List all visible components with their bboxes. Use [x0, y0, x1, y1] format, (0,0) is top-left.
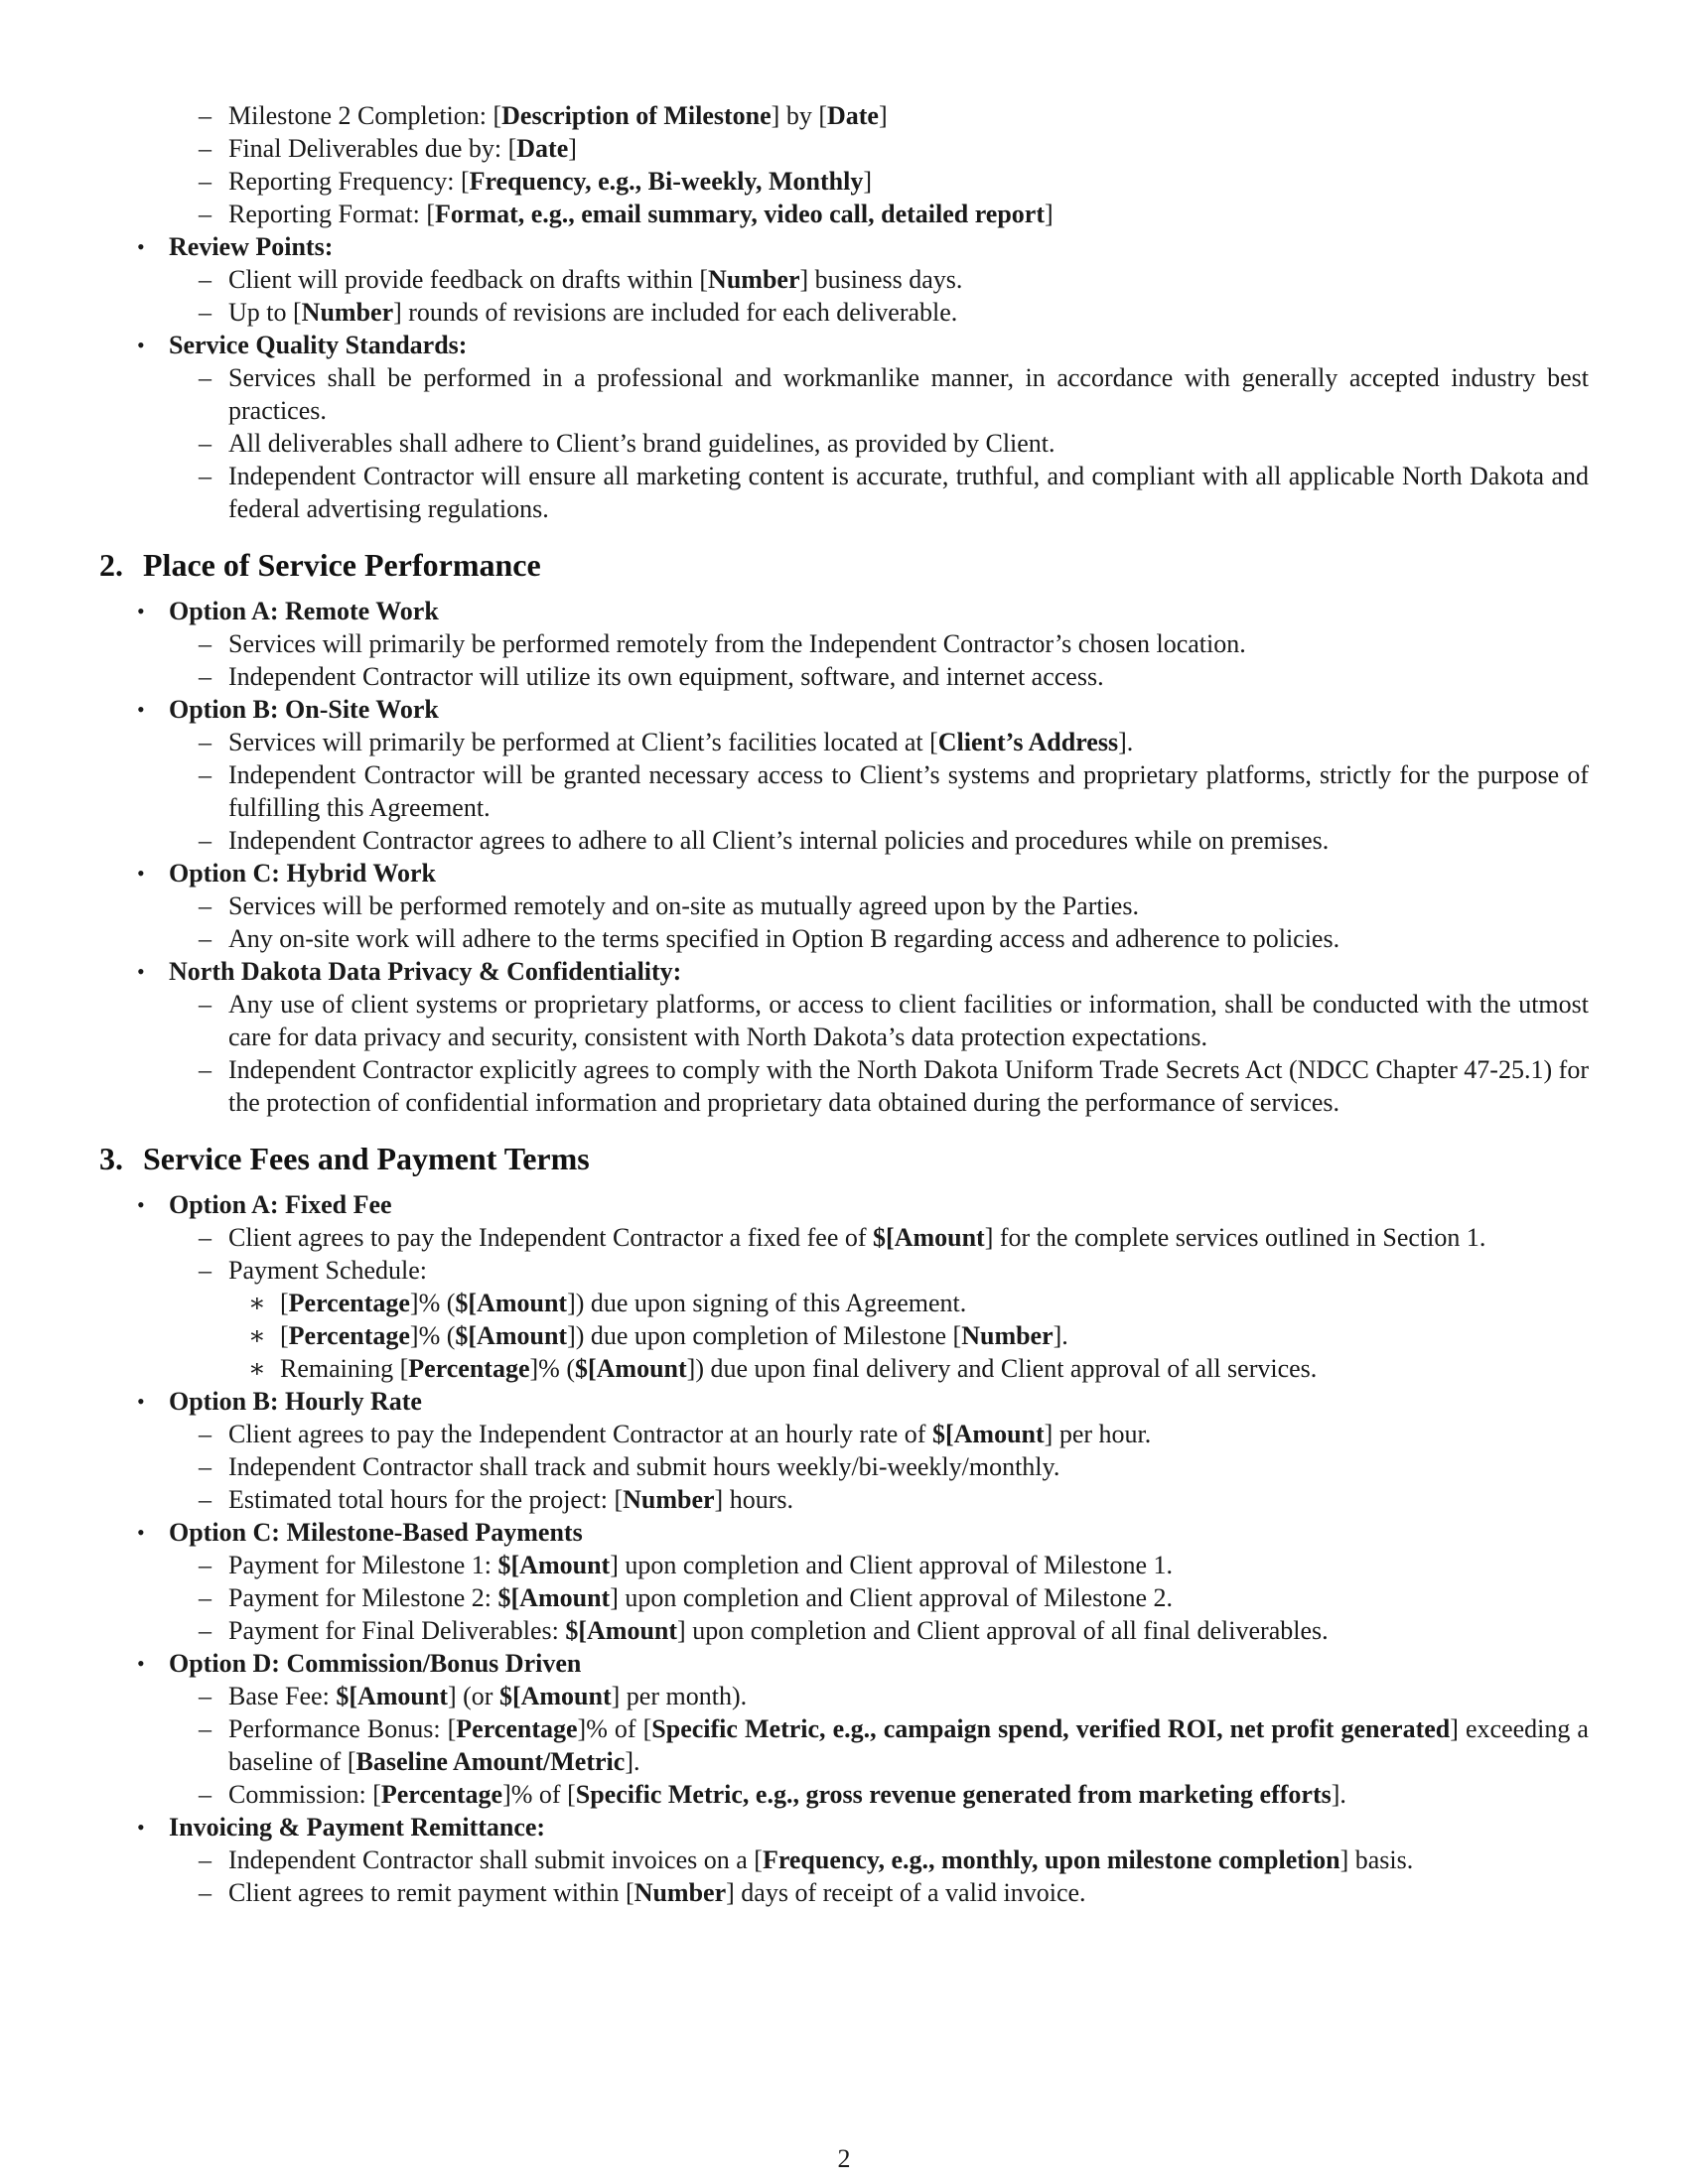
sub-list-item [99, 460, 1589, 525]
text-run: ] for the complete services outlined in Section 1. [984, 1223, 1486, 1252]
text-run: Independent Contractor will be granted necessary access to Client’s systems and proprietary platforms, strictly for the purpose of fulfilling this Agreement. [228, 760, 1589, 822]
emphasis-text: Specific Metric, e.g., campaign spend, verified ROI, net profit generated [651, 1714, 1451, 1743]
dash-marker: – [199, 1878, 211, 1907]
sub-list-item [99, 198, 1589, 230]
dash-marker: – [199, 662, 211, 691]
section-block [99, 545, 1589, 1119]
text-run: ]% ( [409, 1321, 456, 1350]
section-1-continuation [99, 99, 1589, 525]
emphasis-text: Option B: Hourly Rate [169, 1387, 422, 1416]
sub-list-item [99, 1778, 1589, 1811]
document-body [99, 99, 1589, 1909]
text-run: Client agrees to pay the Independent Contractor a fixed fee of [228, 1223, 874, 1252]
bullet-marker: • [137, 333, 145, 357]
dash-marker: – [199, 1452, 211, 1481]
emphasis-text: Option C: Milestone-Based Payments [169, 1518, 583, 1547]
text-run: ]) due upon completion of Milestone [ [567, 1321, 962, 1350]
asterisk-marker: ∗ [248, 1354, 266, 1383]
text-run: ] basis. [1339, 1845, 1414, 1874]
text-run: ] by [ [771, 101, 827, 130]
bullet-marker: • [137, 861, 145, 886]
text-run: ] exceeding a baseline of [ [228, 1714, 1589, 1776]
text-run: ] hours. [714, 1485, 793, 1514]
sub-sub-list-item [99, 1319, 1589, 1352]
sub-list-item [99, 1053, 1589, 1119]
text-run: ]% of [ [502, 1780, 576, 1809]
text-run: ]. [1053, 1321, 1068, 1350]
text-run: Up to [ [228, 298, 302, 327]
text-run: Payment Schedule: [228, 1256, 428, 1285]
emphasis-text: Description of Milestone [501, 101, 772, 130]
emphasis-text: Invoicing & Payment Remittance: [169, 1813, 546, 1842]
sub-list-item [99, 1581, 1589, 1614]
sub-list-item [99, 1712, 1589, 1778]
dash-marker: – [199, 760, 211, 789]
text-run: Independent Contractor will ensure all marketing content is accurate, truthful, and compliant with all applicable North Dakota and federal advertising regulations. [228, 462, 1589, 523]
emphasis-text: Client’s Address [937, 728, 1119, 756]
sub-list-item [99, 758, 1589, 824]
dash-marker: – [199, 167, 211, 196]
dash-marker: – [199, 101, 211, 130]
text-run: ]. [625, 1747, 640, 1776]
text-run: Estimated total hours for the project: [ [228, 1485, 624, 1514]
text-run: Services shall be performed in a professional and workmanlike manner, in accordance with generally accepted industry best practices. [228, 363, 1589, 425]
sub-list-item [99, 1680, 1589, 1712]
emphasis-text: Number [301, 298, 394, 327]
list-item [99, 230, 1589, 263]
emphasis-text: $[Amount [873, 1223, 985, 1252]
text-run: ]% ( [529, 1354, 575, 1383]
list-item [99, 329, 1589, 361]
dash-marker: – [199, 728, 211, 756]
text-run: ] upon completion and Client approval of Milestone 2. [610, 1583, 1174, 1612]
text-run: Remaining [ [280, 1354, 409, 1383]
sub-list-item [99, 99, 1589, 132]
text-run: ]) due upon final delivery and Client approval of all services. [686, 1354, 1318, 1383]
text-run: ] days of receipt of a valid invoice. [726, 1878, 1086, 1907]
dash-marker: – [199, 826, 211, 855]
bullet-marker: • [137, 234, 145, 259]
emphasis-text: Date [827, 101, 879, 130]
dash-marker: – [199, 1551, 211, 1579]
bullet-marker: • [137, 697, 145, 722]
text-run: Client will provide feedback on drafts within [ [228, 265, 709, 294]
sub-list-item [99, 1876, 1589, 1909]
text-run: Payment for Milestone 2: [228, 1583, 498, 1612]
section-title-text: Place of Service Performance [143, 547, 541, 583]
emphasis-text: Option B: On-Site Work [169, 695, 439, 724]
section-heading [99, 545, 1589, 585]
list-item [99, 1385, 1589, 1418]
sub-list-item [99, 1450, 1589, 1483]
dash-marker: – [199, 1780, 211, 1809]
list-item [99, 1811, 1589, 1843]
dash-marker: – [199, 1682, 211, 1710]
text-run: ] [878, 101, 888, 130]
sub-list-item [99, 660, 1589, 693]
text-run: ]. [1331, 1780, 1346, 1809]
section-number: 2. [99, 547, 123, 583]
text-run: Base Fee: [228, 1682, 337, 1710]
emphasis-text: $[Amount [498, 1682, 612, 1710]
text-run: Reporting Frequency: [ [228, 167, 470, 196]
text-run: ] upon completion and Client approval of Milestone 1. [610, 1551, 1174, 1579]
emphasis-text: Percentage [288, 1321, 410, 1350]
text-run: ] per hour. [1044, 1420, 1152, 1448]
sub-list-item [99, 427, 1589, 460]
emphasis-text: Format, e.g., email summary, video call, detailed report [434, 200, 1045, 228]
sub-list-item [99, 296, 1589, 329]
text-run: Reporting Format: [ [228, 200, 435, 228]
dash-marker: – [199, 1223, 211, 1252]
emphasis-text: Percentage [380, 1780, 503, 1809]
text-run: Performance Bonus: [ [228, 1714, 457, 1743]
dash-marker: – [199, 200, 211, 228]
emphasis-text: Service Quality Standards: [169, 331, 468, 359]
section-list [99, 595, 1589, 1119]
dash-marker: – [199, 990, 211, 1019]
list-item [99, 857, 1589, 889]
emphasis-text: Frequency, e.g., Bi-weekly, Monthly [469, 167, 864, 196]
emphasis-text: $[Amount [497, 1551, 611, 1579]
sub-list-item [99, 1254, 1589, 1287]
dash-marker: – [199, 298, 211, 327]
text-run: Services will primarily be performed remotely from the Independent Contractor’s chosen location. [228, 629, 1246, 658]
emphasis-text: $[Amount [497, 1583, 611, 1612]
emphasis-text: $[Amount [336, 1682, 448, 1710]
sub-sub-list-item [99, 1352, 1589, 1385]
text-run: Milestone 2 Completion: [ [228, 101, 502, 130]
list-item [99, 1516, 1589, 1549]
text-run: [ [280, 1289, 289, 1317]
emphasis-text: North Dakota Data Privacy & Confidentiality: [169, 957, 682, 986]
emphasis-text: Option A: Remote Work [169, 597, 439, 625]
list-item [99, 693, 1589, 726]
section-number: 3. [99, 1141, 123, 1176]
list-item [99, 1188, 1589, 1221]
text-run: Independent Contractor agrees to adhere to all Client’s internal policies and procedures while on premises. [228, 826, 1330, 855]
dash-marker: – [199, 1845, 211, 1874]
bullet-marker: • [137, 1651, 145, 1676]
dash-marker: – [199, 1420, 211, 1448]
section-list [99, 1188, 1589, 1909]
sub-list-item [99, 361, 1589, 427]
dash-marker: – [199, 462, 211, 490]
page-number: 2 [837, 2144, 851, 2173]
text-run: Independent Contractor explicitly agrees to comply with the North Dakota Uniform Trade Secrets Act (NDCC Chapter 47-25.1) for the protection of confidential information and proprietary data obtained during the performance of services. [228, 1055, 1589, 1117]
dash-marker: – [199, 1055, 211, 1084]
asterisk-marker: ∗ [248, 1321, 266, 1350]
text-run: Independent Contractor shall track and submit hours weekly/bi-weekly/monthly. [228, 1452, 1060, 1481]
text-run: Services will be performed remotely and on-site as mutually agreed upon by the Parties. [228, 891, 1139, 920]
text-run: ] [863, 167, 873, 196]
emphasis-text: Number [708, 265, 800, 294]
text-run: ] upon completion and Client approval of all final deliverables. [677, 1616, 1329, 1645]
emphasis-text: $[Amount [455, 1289, 568, 1317]
dash-marker: – [199, 1616, 211, 1645]
text-run: Services will primarily be performed at Client’s facilities located at [ [228, 728, 938, 756]
dash-marker: – [199, 629, 211, 658]
section-block [99, 1139, 1589, 1909]
bullet-marker: • [137, 599, 145, 623]
text-run: Client agrees to remit payment within [ [228, 1878, 634, 1907]
list-item [99, 1647, 1589, 1680]
text-run: ]% ( [409, 1289, 456, 1317]
sub-sub-list-item [99, 1287, 1589, 1319]
text-run: Commission: [ [228, 1780, 381, 1809]
emphasis-text: Date [516, 134, 569, 163]
sub-list-item [99, 1221, 1589, 1254]
sub-list-item [99, 889, 1589, 922]
text-run: ] (or [447, 1682, 499, 1710]
text-run: ]. [1118, 728, 1134, 756]
text-run: Client agrees to pay the Independent Contractor at an hourly rate of [228, 1420, 932, 1448]
sub-list-item [99, 165, 1589, 198]
emphasis-text: Percentage [408, 1354, 530, 1383]
sub-list-item [99, 1483, 1589, 1516]
sub-list-item [99, 1843, 1589, 1876]
dash-marker: – [199, 1714, 211, 1743]
bullet-marker: • [137, 1389, 145, 1414]
text-run: Independent Contractor will utilize its own equipment, software, and internet access. [228, 662, 1104, 691]
sub-list-item [99, 988, 1589, 1053]
text-run: Final Deliverables due by: [ [228, 134, 517, 163]
text-run: ] business days. [799, 265, 963, 294]
list-item [99, 955, 1589, 988]
bullet-marker: • [137, 959, 145, 984]
sub-list-item [99, 132, 1589, 165]
text-run: ] rounds of revisions are included for each deliverable. [393, 298, 958, 327]
emphasis-text: $[Amount [574, 1354, 687, 1383]
text-run: ] per month). [611, 1682, 748, 1710]
sub-list-item [99, 1418, 1589, 1450]
emphasis-text: Number [961, 1321, 1054, 1350]
dash-marker: – [199, 134, 211, 163]
text-run: Payment for Milestone 1: [228, 1551, 498, 1579]
text-run: Independent Contractor shall submit invoices on a [ [228, 1845, 763, 1874]
dash-marker: – [199, 363, 211, 392]
bullet-marker: • [137, 1520, 145, 1545]
text-run: Payment for Final Deliverables: [228, 1616, 566, 1645]
dash-marker: – [199, 1256, 211, 1285]
emphasis-text: Option A: Fixed Fee [169, 1190, 392, 1219]
sections [99, 545, 1589, 1909]
emphasis-text: Baseline Amount/Metric [355, 1747, 626, 1776]
section-title-text: Service Fees and Payment Terms [143, 1141, 590, 1176]
text-run: ] [568, 134, 577, 163]
list-item [99, 595, 1589, 627]
sub-list-item [99, 627, 1589, 660]
emphasis-text: Percentage [456, 1714, 578, 1743]
emphasis-text: Percentage [288, 1289, 410, 1317]
emphasis-text: $[Amount [455, 1321, 568, 1350]
sub-list-item [99, 824, 1589, 857]
emphasis-text: Number [623, 1485, 715, 1514]
dash-marker: – [199, 891, 211, 920]
dash-marker: – [199, 1583, 211, 1612]
text-run: Any on-site work will adhere to the terms specified in Option B regarding access and adherence to policies. [228, 924, 1340, 953]
emphasis-text: Number [633, 1878, 727, 1907]
emphasis-text: Option C: Hybrid Work [169, 859, 436, 887]
bullet-marker: • [137, 1815, 145, 1840]
dash-marker: – [199, 429, 211, 458]
bullet-marker: • [137, 1192, 145, 1217]
emphasis-text: $[Amount [565, 1616, 678, 1645]
text-run: Any use of client systems or proprietary platforms, or access to client facilities or information, shall be conducted with the utmost care for data privacy and security, consistent with North Dakota’s data protection expectations. [228, 990, 1589, 1051]
emphasis-text: Specific Metric, e.g., gross revenue generated from marketing efforts [575, 1780, 1332, 1809]
sub-list-item [99, 922, 1589, 955]
sub-list-item [99, 263, 1589, 296]
text-run: All deliverables shall adhere to Client’s brand guidelines, as provided by Client. [228, 429, 1055, 458]
section-heading [99, 1139, 1589, 1178]
text-run: [ [280, 1321, 289, 1350]
emphasis-text: Review Points: [169, 232, 334, 261]
sub-list-item [99, 726, 1589, 758]
dash-marker: – [199, 1485, 211, 1514]
text-run: ]) due upon signing of this Agreement. [567, 1289, 967, 1317]
dash-marker: – [199, 265, 211, 294]
text-run: ] [1045, 200, 1054, 228]
sub-list-item [99, 1549, 1589, 1581]
sub-list-item [99, 1614, 1589, 1647]
asterisk-marker: ∗ [248, 1289, 266, 1317]
dash-marker: – [199, 924, 211, 953]
emphasis-text: $[Amount [931, 1420, 1045, 1448]
emphasis-text: Option D: Commission/Bonus Driven [169, 1649, 582, 1678]
text-run: ]% of [ [577, 1714, 652, 1743]
emphasis-text: Frequency, e.g., monthly, upon milestone completion [762, 1845, 1340, 1874]
